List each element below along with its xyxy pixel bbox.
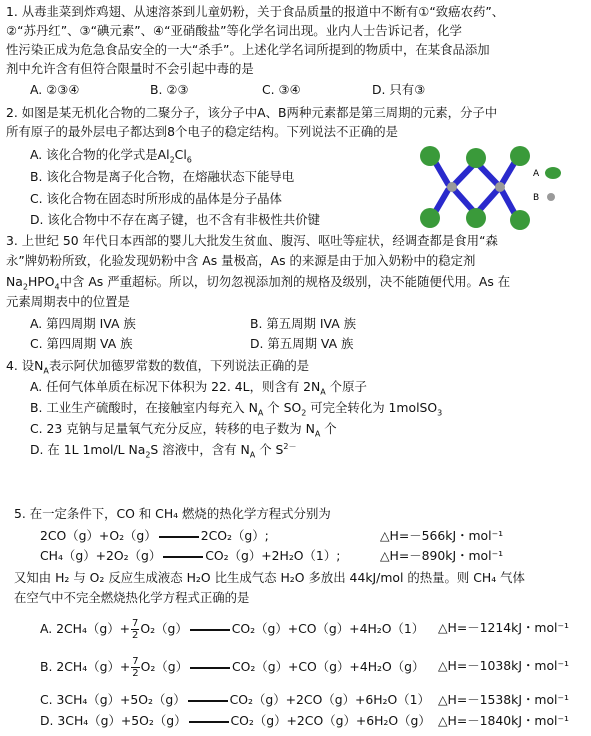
legend-a-swatch <box>545 167 561 179</box>
q1-line-1: 1. 从毒韭菜到炸鸡翅、从速溶茶到儿童奶粉，关于食品质量的报道中不断有①“致癌农药”、 <box>6 4 505 19</box>
section-gap <box>0 460 591 500</box>
q5-eq-2-dh: △H=－890kJ・mol⁻¹ <box>380 548 504 563</box>
q4-option-a: A. 任何气体单质在标况下体积为 22. 4L，则含有 $2N_A$ 个原子 <box>30 379 367 397</box>
q5-option-d-dh: △H=－1840kJ・mol⁻¹ <box>438 713 569 728</box>
legend-b-label: B <box>533 193 540 203</box>
dimer-molecule-diagram <box>412 142 590 234</box>
atom-b <box>495 182 505 192</box>
q4-option-d: D. 在 1L 1mol/L $Na_2S$ 溶液中，含有 $N_A$ 个 $S^{2-}$ <box>30 441 297 460</box>
q1-line-2: ②“苏丹红”、③“碘元素”、④“亚硝酸盐”等化学名词出现。业内人士告诉记者，化学 <box>6 23 462 38</box>
q1-option-d: D. 只有③ <box>372 82 426 97</box>
q5-eq-2: CH₄（g）+2O₂（g） CO₂（g）+2H₂O（1）; <box>40 548 341 563</box>
equals-sign <box>190 629 230 631</box>
q2-line-2: 所有原子的最外层电子都达到8个电子的稳定结构。下列说法不正确的是 <box>6 124 398 139</box>
legend-a-label: A <box>533 169 540 179</box>
q3-line-3: $Na_2HPO_4$中含 As 严重超标。所以，切勿忽视添加剂的规格及级别，决不能随便代用。As 在 <box>6 274 511 292</box>
atom-a <box>466 148 486 168</box>
q1-option-c: C. ③④ <box>262 82 301 97</box>
q2-option-d: D. 该化合物中不存在离子键，也不含有非极性共价键 <box>30 212 321 227</box>
equals-sign <box>190 667 230 669</box>
q2-option-a: A. 该化合物的化学式是$Al_2Cl_6$ <box>30 147 192 165</box>
q3-option-c: C. 第四周期 VA 族 <box>30 336 133 351</box>
q3-option-d: D. 第五周期 VA 族 <box>250 336 354 351</box>
q2-option-c: C. 该化合物在固态时所形成的晶体是分子晶体 <box>30 191 282 206</box>
q4-option-c: C. 23 克钠与足量氧气充分反应，转移的电子数为 $N_A$ 个 <box>30 421 337 439</box>
q1-option-b: B. ②③ <box>150 82 189 97</box>
atom-a <box>510 210 530 230</box>
atom-a <box>420 208 440 228</box>
equals-sign <box>189 721 229 723</box>
a-atoms <box>420 146 530 230</box>
fraction: $\frac{7}{2}$ <box>131 618 139 641</box>
q1-line-4: 剂中允许含有但符合限量时不会引起中毒的是 <box>6 61 254 76</box>
q3-option-b: B. 第五周期 IVA 族 <box>250 316 357 331</box>
q5-eq-1: 2CO（g）+O₂（g） 2CO₂（g）; <box>40 528 269 543</box>
q3-line-1: 3. 上世纪 50 年代日本西部的婴儿大批发生贫血、腹泻、呕吐等症状，经调查都是食用“森 <box>6 233 498 248</box>
q5-option-b-dh: △H=－1038kJ・mol⁻¹ <box>438 658 569 673</box>
q3-option-a: A. 第四周期 IVA 族 <box>30 316 136 331</box>
q4-line-1: 4. 设$N_A$表示阿伏加德罗常数的数值，下列说法正确的是 <box>6 358 310 376</box>
atom-a <box>466 208 486 228</box>
q5-option-d: D. 3CH₄（g）+5O₂（g） CO₂（g）+2CO（g）+6H₂O（g） <box>40 713 431 728</box>
q5-eq-1-dh: △H=－566kJ・mol⁻¹ <box>380 528 504 543</box>
atom-b <box>447 182 457 192</box>
q5-option-b: B. 2CH₄（g）+ $\frac{7}{2}$ O₂（g） CO₂（g）+CO（g）+4H₂O（g） <box>40 656 425 679</box>
atom-a <box>420 146 440 166</box>
legend-b-swatch <box>547 193 555 201</box>
q5-option-a-dh: △H=－1214kJ・mol⁻¹ <box>438 620 569 635</box>
q5-option-a: A. 2CH₄（g）+ $\frac{7}{2}$ O₂（g） CO₂（g）+CO（g）+4H₂O（1） <box>40 618 425 641</box>
q3-line-2: 永”牌奶粉所致，化验发现奶粉中含 As 量极高，As 的来源是由于加入奶粉中的稳定剂 <box>6 253 476 268</box>
equals-sign <box>159 536 199 538</box>
q1-option-a: A. ②③④ <box>30 82 80 97</box>
q5-option-c-dh: △H=－1538kJ・mol⁻¹ <box>438 692 569 707</box>
atom-a <box>510 146 530 166</box>
q5-line-5: 在空气中不完全燃烧热化学方程式正确的是 <box>14 590 250 605</box>
question-block-5 <box>0 500 591 736</box>
q2-line-1: 2. 如图是某无机化合物的二聚分子，该分子中A、B两种元素都是第三周期的元素，分子中 <box>6 105 498 120</box>
q2-option-b: B. 该化合物是离子化合物，在熔融状态下能导电 <box>30 169 295 184</box>
equals-sign <box>188 700 228 702</box>
equals-sign <box>163 556 203 558</box>
q5-line-1: 5. 在一定条件下，CO 和 CH₄ 燃烧的热化学方程式分别为 <box>14 506 331 521</box>
q4-option-b: B. 工业生产硫酸时，在接触室内每充入 $N_A$ 个 $SO_2$ 可完全转化为 1molSO$_3$ <box>30 400 443 418</box>
q3-line-4: 元素周期表中的位置是 <box>6 294 130 309</box>
q1-line-3: 性污染正成为危急食品安全的一大“杀手”。上述化学名词所提到的物质中，在某食品添加 <box>6 42 490 57</box>
q5-line-4: 又知由 H₂ 与 O₂ 反应生成液态 H₂O 比生成气态 H₂O 多放出 44kJ/mol 的热量。则 CH₄ 气体 <box>14 570 525 585</box>
fraction: $\frac{7}{2}$ <box>132 656 139 679</box>
q5-option-c: C. 3CH₄（g）+5O₂（g） CO₂（g）+2CO（g）+6H₂O（1） <box>40 692 430 707</box>
